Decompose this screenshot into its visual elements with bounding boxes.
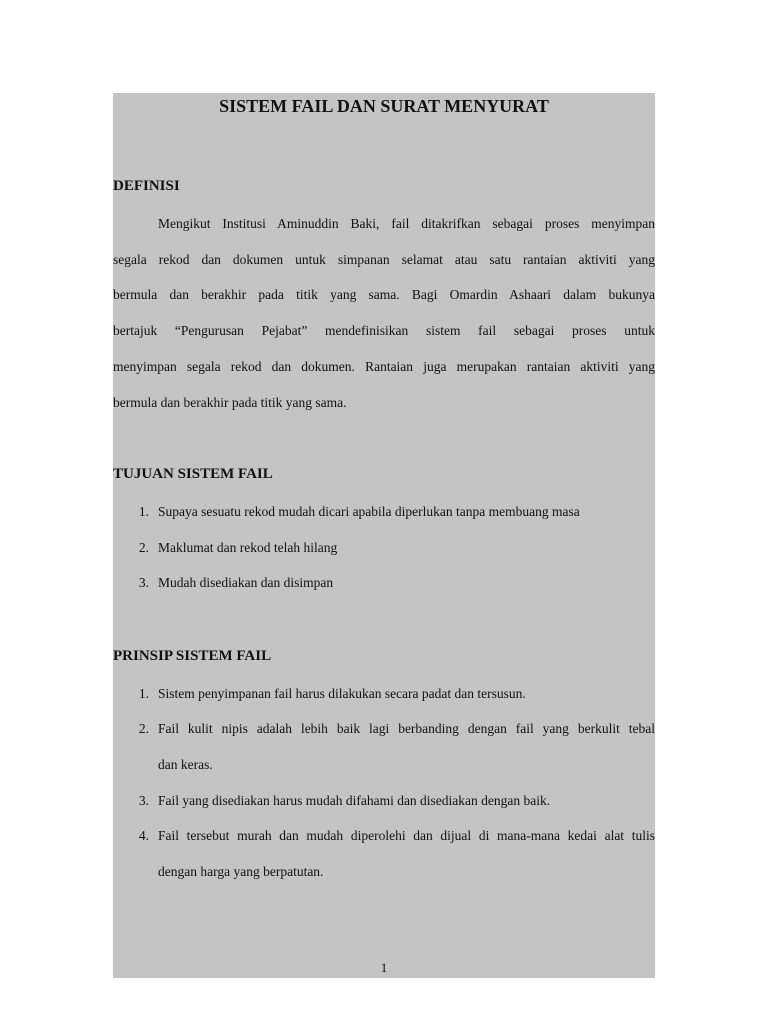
document-page [113,93,655,978]
paragraph-line: segala rekod dan dokumen untuk simpanan selamat atau satu rantaian aktiviti yang [113,252,655,267]
list-item-number: 1. [138,504,149,519]
paragraph-line: bermula dan berakhir pada titik yang sama. [113,395,347,410]
paragraph-line: bermula dan berakhir pada titik yang sama. Bagi Omardin Ashaari dalam bukunya [113,287,655,302]
list-item: Mudah disediakan dan disimpan [158,575,334,590]
list-item-number: 4. [138,828,149,843]
paragraph-line: bertajuk “Pengurusan Pejabat” mendefinisikan sistem fail sebagai proses untuk [113,323,655,338]
list-item-number: 2. [138,540,149,555]
list-item: Fail yang disediakan harus mudah difahami dan disediakan dengan baik. [158,793,551,808]
prinsip-heading: PRINSIP SISTEM FAIL [113,648,272,664]
list-item-continuation: dengan harga yang berpatutan. [158,864,324,879]
list-item: Fail kulit nipis adalah lebih baik lagi berbanding dengan fail yang berkulit tebal [158,721,655,736]
list-item-number: 1. [138,686,149,701]
list-item: Sistem penyimpanan fail harus dilakukan secara padat dan tersusun. [158,686,526,701]
definisi-heading: DEFINISI [113,178,180,194]
page-number: 1 [380,960,388,975]
paragraph-line: menyimpan segala rekod dan dokumen. Rantaian juga merupakan rantaian aktiviti yang [113,359,655,374]
list-item: Fail tersebut murah dan mudah diperolehi dan dijual di mana-mana kedai alat tulis [158,828,655,843]
list-item-number: 2. [138,721,149,736]
paragraph-line: Mengikut Institusi Aminuddin Baki, fail ditakrifkan sebagai proses menyimpan [158,216,655,231]
list-item: Supaya sesuatu rekod mudah dicari apabila diperlukan tanpa membuang masa [158,504,580,519]
list-item: Maklumat dan rekod telah hilang [158,540,338,555]
list-item-number: 3. [138,793,149,808]
list-item-continuation: dan keras. [158,757,213,772]
page-title: SISTEM FAIL DAN SURAT MENYURAT [219,96,549,116]
list-item-number: 3. [138,575,149,590]
tujuan-heading: TUJUAN SISTEM FAIL [113,466,273,482]
